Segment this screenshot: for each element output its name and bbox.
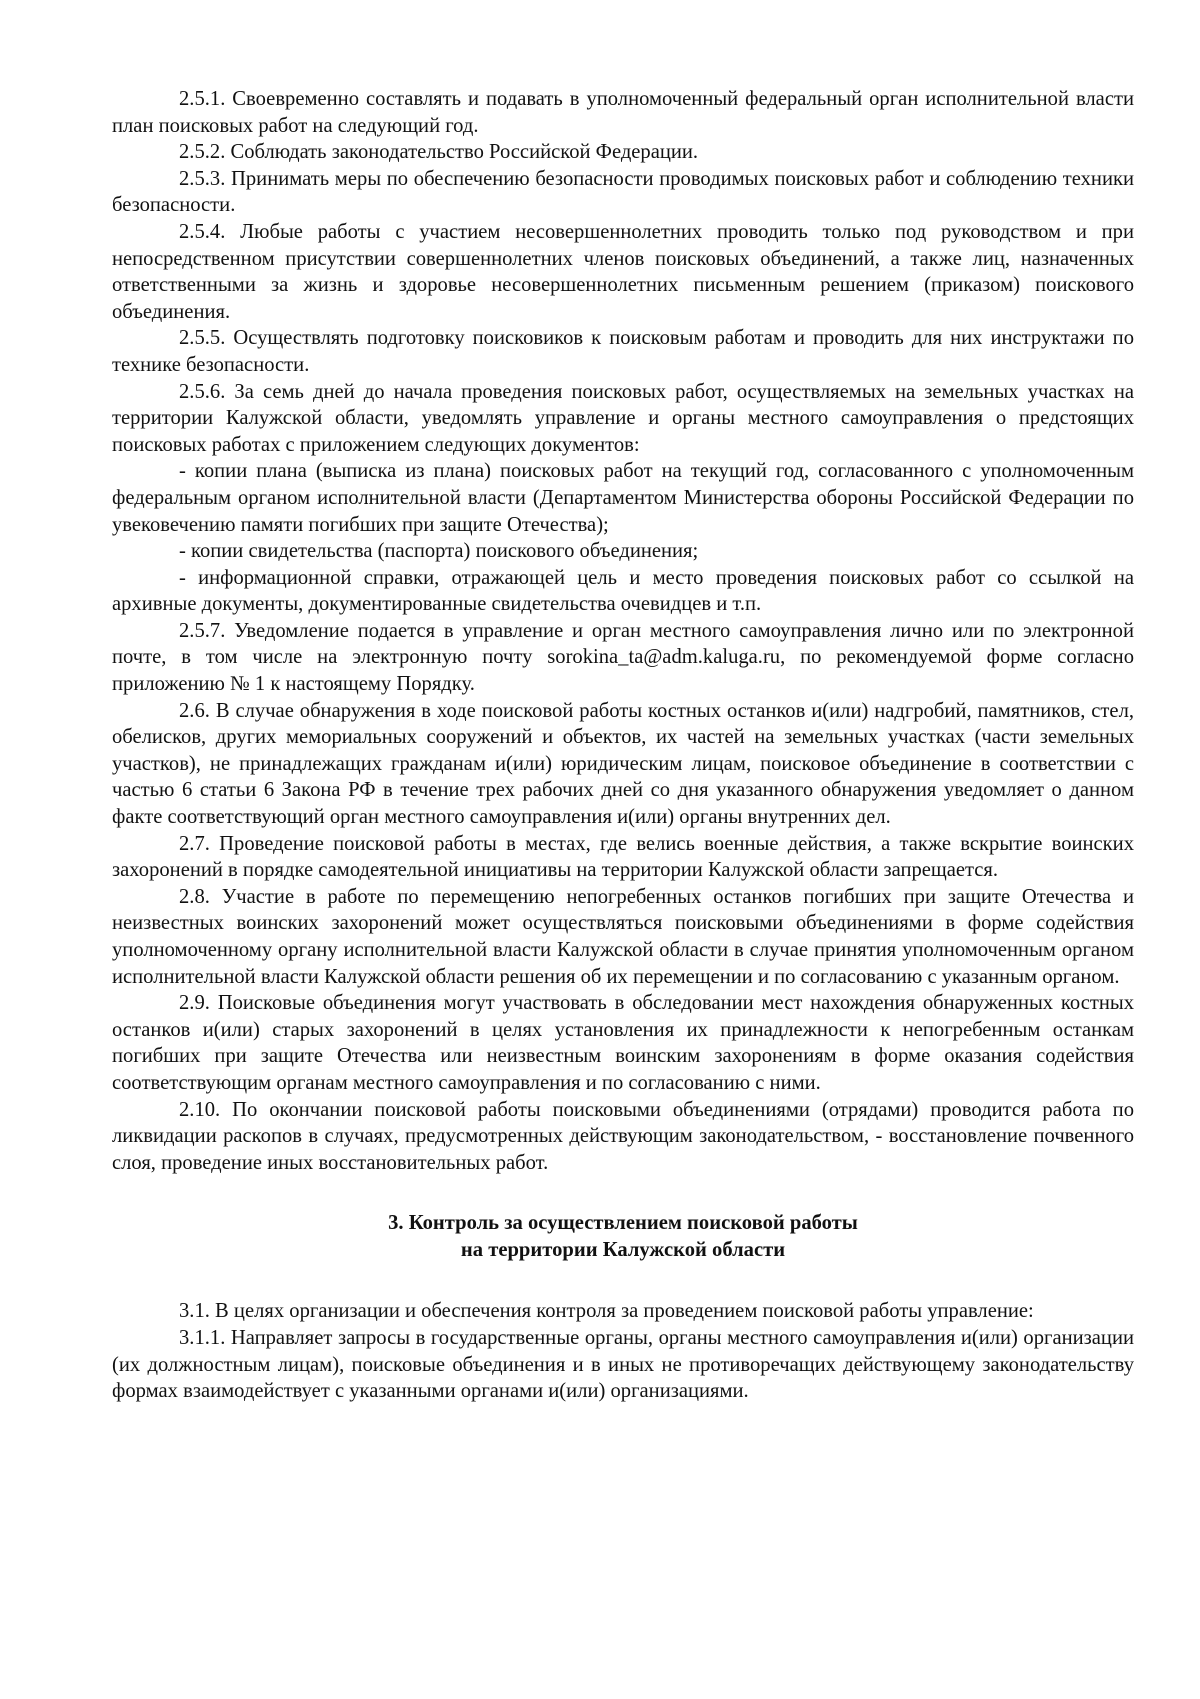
section-3-heading-line-1: 3. Контроль за осуществлением поисковой работы	[388, 1212, 858, 1235]
paragraph-2-5-7: 2.5.7. Уведомление подается в управление и орган местного самоуправления лично или по электронной почте, в том числе на электронную почту sorokina_ta@adm.kaluga.ru, по рекомендуемой форме согласно приложению № 1 к настоящему Порядку.	[112, 619, 1134, 696]
list-item-plan-copy: - копии плана (выписка из плана) поисковых работ на текущий год, согласованного с уполномоченным федеральным органом исполнительной власти (Департаментом Министерства обороны Российской Федерации по увековечению памяти погибших при защите Отечества);	[112, 460, 1134, 536]
paragraph-2-9: 2.9. Поисковые объединения могут участвовать в обследовании мест нахождения обнаруженных костных останков и(или) старых захоронений в целях установления их принадлежности к непогребенным останкам погибших при защите Отечества или неизвестным воинским захоронениям в форме оказания содействия соответствующим органам местного самоуправления и по согласованию с ними.	[112, 992, 1134, 1094]
paragraph-2-5-3: 2.5.3. Принимать меры по обеспечению безопасности проводимых поисковых работ и соблюдению техники безопасности.	[112, 167, 1134, 217]
paragraph-2-5-6: 2.5.6. За семь дней до начала проведения поисковых работ, осуществляемых на земельных участках на территории Калужской области, уведомлять управление и органы местного самоуправления о предстоящих поисковых работах с приложением следующих документов:	[112, 380, 1134, 456]
section-3-heading	[112, 1210, 1134, 1264]
paragraph-2-5-4: 2.5.4. Любые работы с участием несовершеннолетних проводить только под руководством и при непосредственном присутствии совершеннолетних членов поисковых объединений, а также лиц, назначенных ответственными за жизнь и здоровье несовершеннолетних письменным решением (приказом) поискового объединения.	[112, 220, 1134, 323]
paragraph-2-5-5: 2.5.5. Осуществлять подготовку поисковиков к поисковым работам и проводить для них инструктажи по технике безопасности.	[112, 327, 1134, 376]
section-3-body	[112, 1298, 1134, 1404]
document-body	[112, 86, 1134, 1405]
list-item-info-note: - информационной справки, отражающей цель и место проведения поисковых работ со ссылкой на архивные документы, документированные свидетельства очевидцев и т.п.	[112, 566, 1134, 616]
section-3-heading-line-2: на территории Калужской области	[460, 1239, 786, 1262]
paragraph-2-10: 2.10. По окончании поисковой работы поисковыми объединениями (отрядами) проводится работа по ликвидации раскопов в случаях, предусмотренных действующим законодательством, - восстановление почвенного слоя, проведение иных восстановительных работ.	[112, 1098, 1134, 1174]
paragraph-2-8: 2.8. Участие в работе по перемещению непогребенных останков погибших при защите Отечества и неизвестных воинских захоронений может осуществляться поисковыми объединениями в форме содействия уполномоченному органу исполнительной власти Калужской области в случае принятия уполномоченным органом исполнительной власти Калужской области решения об их перемещении и по согласованию с указанным органом.	[112, 885, 1134, 988]
paragraph-2-7: 2.7. Проведение поисковой работы в местах, где велись военные действия, а также вскрытие воинских захоронений в порядке самодеятельной инициативы на территории Калужской области запрещается.	[112, 832, 1134, 882]
paragraph-3-1-1: 3.1.1. Направляет запросы в государственные органы, органы местного самоуправления и(или) организации (их должностным лицам), поисковые объединения и в иных не противоречащих действующему законодательству формах взаимодействует с указанными органами и(или) организациями.	[112, 1326, 1134, 1403]
paragraph-2-5-1: 2.5.1. Своевременно составлять и подавать в уполномоченный федеральный орган исполнительной власти план поисковых работ на следующий год.	[112, 88, 1134, 137]
paragraph-3-1: 3.1. В целях организации и обеспечения контроля за проведением поисковой работы управление:	[179, 1300, 1034, 1323]
paragraph-2-5-2: 2.5.2. Соблюдать законодательство Российской Федерации.	[179, 141, 699, 164]
paragraph-2-6: 2.6. В случае обнаружения в ходе поисковой работы костных останков и(или) надгробий, памятников, стел, обелисков, других мемориальных сооружений и объектов, их частей на земельных участках (части земельных участков), не принадлежащих гражданам и(или) юридическим лицам, поисковое объединение в соответствии с частью 6 статьи 6 Закона РФ в течение трех рабочих дней со дня указанного обнаружения уведомляет о данном факте соответствующий орган местного самоуправления и(или) органы внутренних дел.	[112, 699, 1134, 829]
list-item-certificate-copy: - копии свидетельства (паспорта) поискового объединения;	[179, 540, 699, 563]
